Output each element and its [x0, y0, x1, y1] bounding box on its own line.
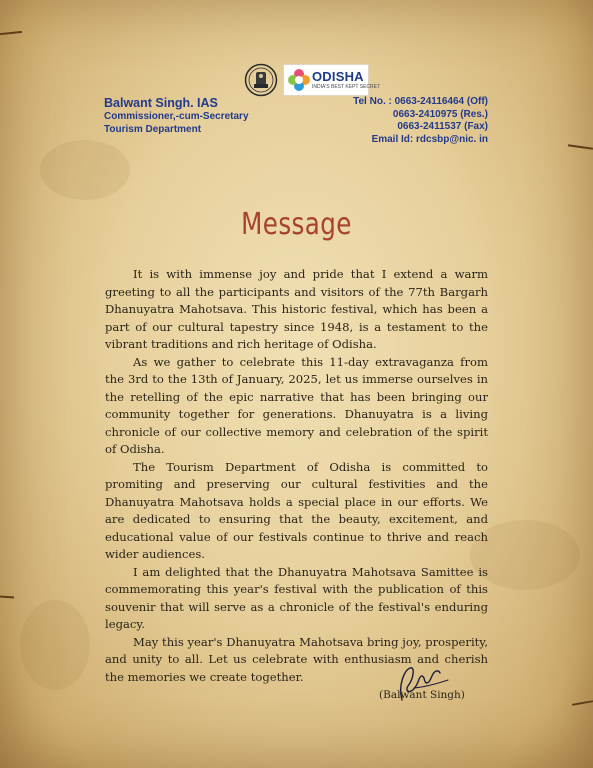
paper-tear: [0, 596, 14, 599]
paper-tear: [572, 700, 593, 706]
message-paragraph: As we gather to celebrate this 11-day extravaganza from the 3rd to the 13th of January, 2025, let us immerse ourselves in the retelling of the epic narrative that has been bringing our community together for generations. Dhanuyatra is a living chronicle of our collective memory and celebration of the spirit of Odisha.: [105, 354, 488, 456]
message-paragraph: I am delighted that the Dhanuyatra Mahotsava Samittee is commemorating this year's festival with the publication of this souvenir that will serve as a chronicle of the festival's enduring legacy.: [105, 564, 488, 631]
paper-stain: [20, 600, 90, 690]
brand-text: ODISHA: [312, 69, 364, 84]
message-paragraph: May this year's Dhanuyatra Mahotsava bring joy, prosperity, and unity to all. Let us celebrate with enthusiasm and cherish the memories we create together.: [105, 634, 488, 684]
message-title: Message: [241, 207, 352, 242]
sender-department: Tourism Department: [104, 123, 202, 135]
odisha-state-emblem-icon: [244, 63, 278, 97]
odisha-tourism-logo: [283, 64, 381, 96]
contact-tel-office: Tel No. : 0663-24116464 (Off): [353, 96, 488, 107]
paper-stain: [40, 140, 130, 200]
paper-tear: [568, 144, 593, 149]
contact-email: Email Id: rdcsbp@nic. in: [371, 133, 488, 145]
sender-designation: Commissioner,-cum-Secretary: [104, 111, 249, 122]
message-body: [105, 266, 488, 686]
contact-tel-res: 0663-2410975 (Res.): [392, 108, 488, 120]
message-paragraph: It is with immense joy and pride that I extend a warm greeting to all the participants and visitors of the 77th Bargarh Dhanuyatra Mahotsava. This historic festival, which has been a part of our cultural tapestry since 1948, is a testament to the vibrant traditions and rich heritage of Odisha.: [105, 267, 488, 351]
message-paragraph: The Tourism Department of Odisha is committed to promiting and preserving our cultural festivities and the Dhanuyatra Mahotsava holds a special place in our efforts. We are dedicated to ensuring that the beauty, excitement, and educational value of our festivals continue to thrive and reach wider audiences.: [105, 459, 488, 561]
contact-block: [353, 96, 488, 146]
contact-fax: 0663-2411537 (Fax): [397, 121, 488, 132]
brand-tagline: INDIA'S BEST KEPT SECRET: [312, 84, 381, 90]
odisha-tourism-logo-icon: [287, 68, 311, 92]
sender-name: Balwant Singh. IAS: [104, 96, 218, 110]
paper-tear: [0, 31, 22, 35]
sender-block: [104, 96, 249, 136]
signatory-name: (Balwant Singh): [379, 689, 465, 701]
